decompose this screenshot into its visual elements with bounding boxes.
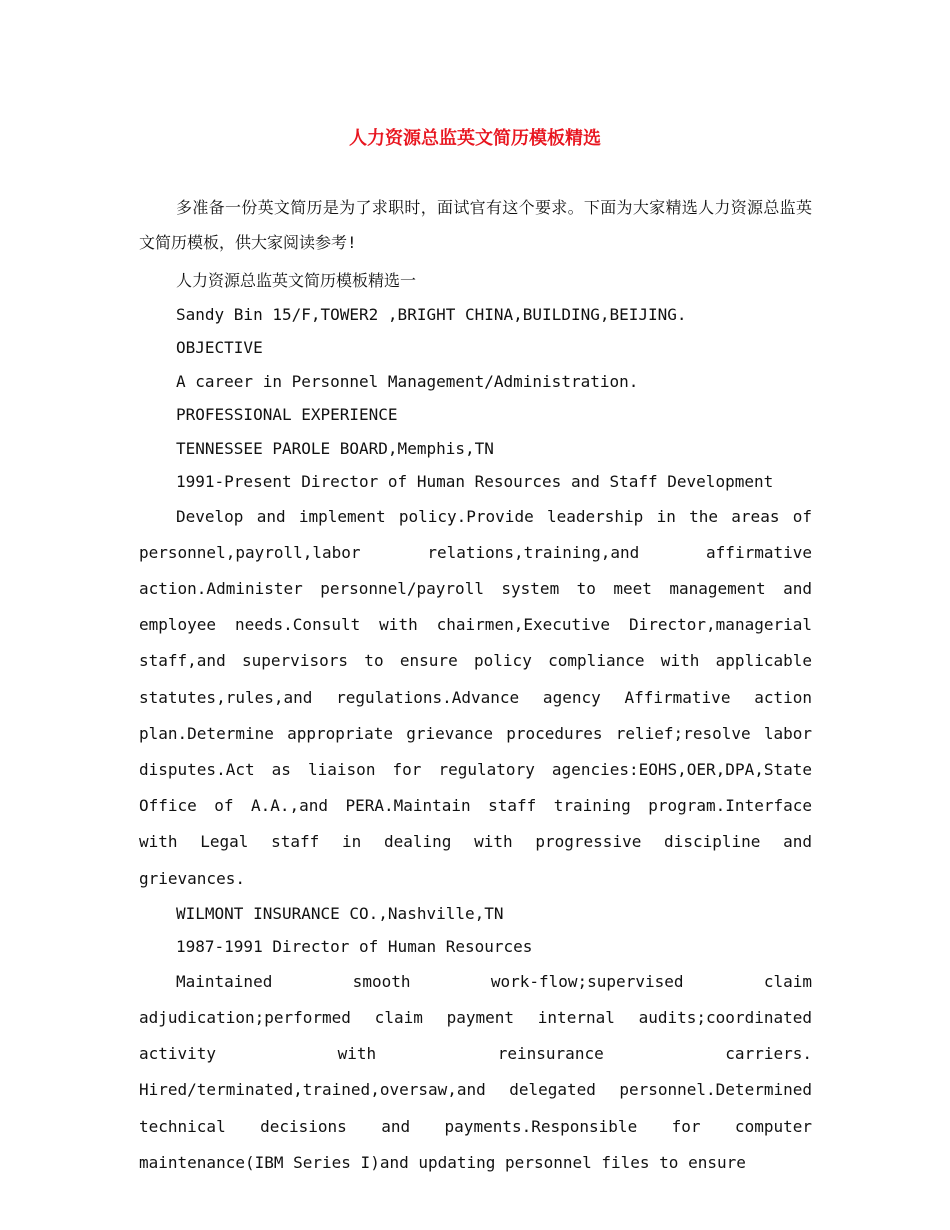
section-heading: 人力资源总监英文简历模板精选一 [176, 271, 417, 290]
contact-line: Sandy Bin 15/F,TOWER2 ,BRIGHT CHINA,BUILDING,BEIJING. [176, 304, 687, 324]
job2-title: 1987-1991 Director of Human Resources [176, 937, 533, 957]
job1-description: Develop and implement policy.Provide leadership in the areas of personnel,payroll,labor relations,training,and affirmative action.Administer personnel/payroll system to meet management and employee needs.Consult with chairmen,Executive Director,managerial staff,and supervisors to ensure policy compliance with applicable statutes,rules,and regulations.Advance agency Affirmative action plan.Determine appropriate grievance procedures relief;resolve labor disputes.Act as liaison for regulatory agencies:EOHS,OER,DPA,State Office of A.A.,and PERA.Maintain staff training program.Interface with Legal staff in dealing with progressive discipline and grievances. [139, 506, 812, 888]
job2-description: Maintained smooth work-flow;supervised claim adjudication;performed claim payment internal audits;coordinated activity with reinsurance carriers. Hired/terminated,trained,oversaw,and delegated personnel.Determined technical decisions and payments.Responsible for computer maintenance(IBM Series I)and updating personnel files to ensure [139, 971, 812, 1172]
document-title: 人力资源总监英文简历模板精选 [349, 128, 601, 149]
intro-paragraph: 多准备一份英文简历是为了求职时，面试官有这个要求。下面为大家精选人力资源总监英文简历模板，供大家阅读参考! [139, 198, 812, 252]
objective-text: A career in Personnel Management/Administration. [176, 371, 639, 391]
objective-heading: OBJECTIVE [176, 338, 263, 357]
job2-employer: WILMONT INSURANCE CO.,Nashville,TN [176, 903, 504, 923]
job1-title: 1991-Present Director of Human Resources and Staff Development [176, 472, 774, 491]
experience-heading: PROFESSIONAL EXPERIENCE [176, 405, 398, 424]
document-body [139, 190, 812, 1181]
job1-employer: TENNESSEE PAROLE BOARD,Memphis,TN [176, 438, 494, 458]
